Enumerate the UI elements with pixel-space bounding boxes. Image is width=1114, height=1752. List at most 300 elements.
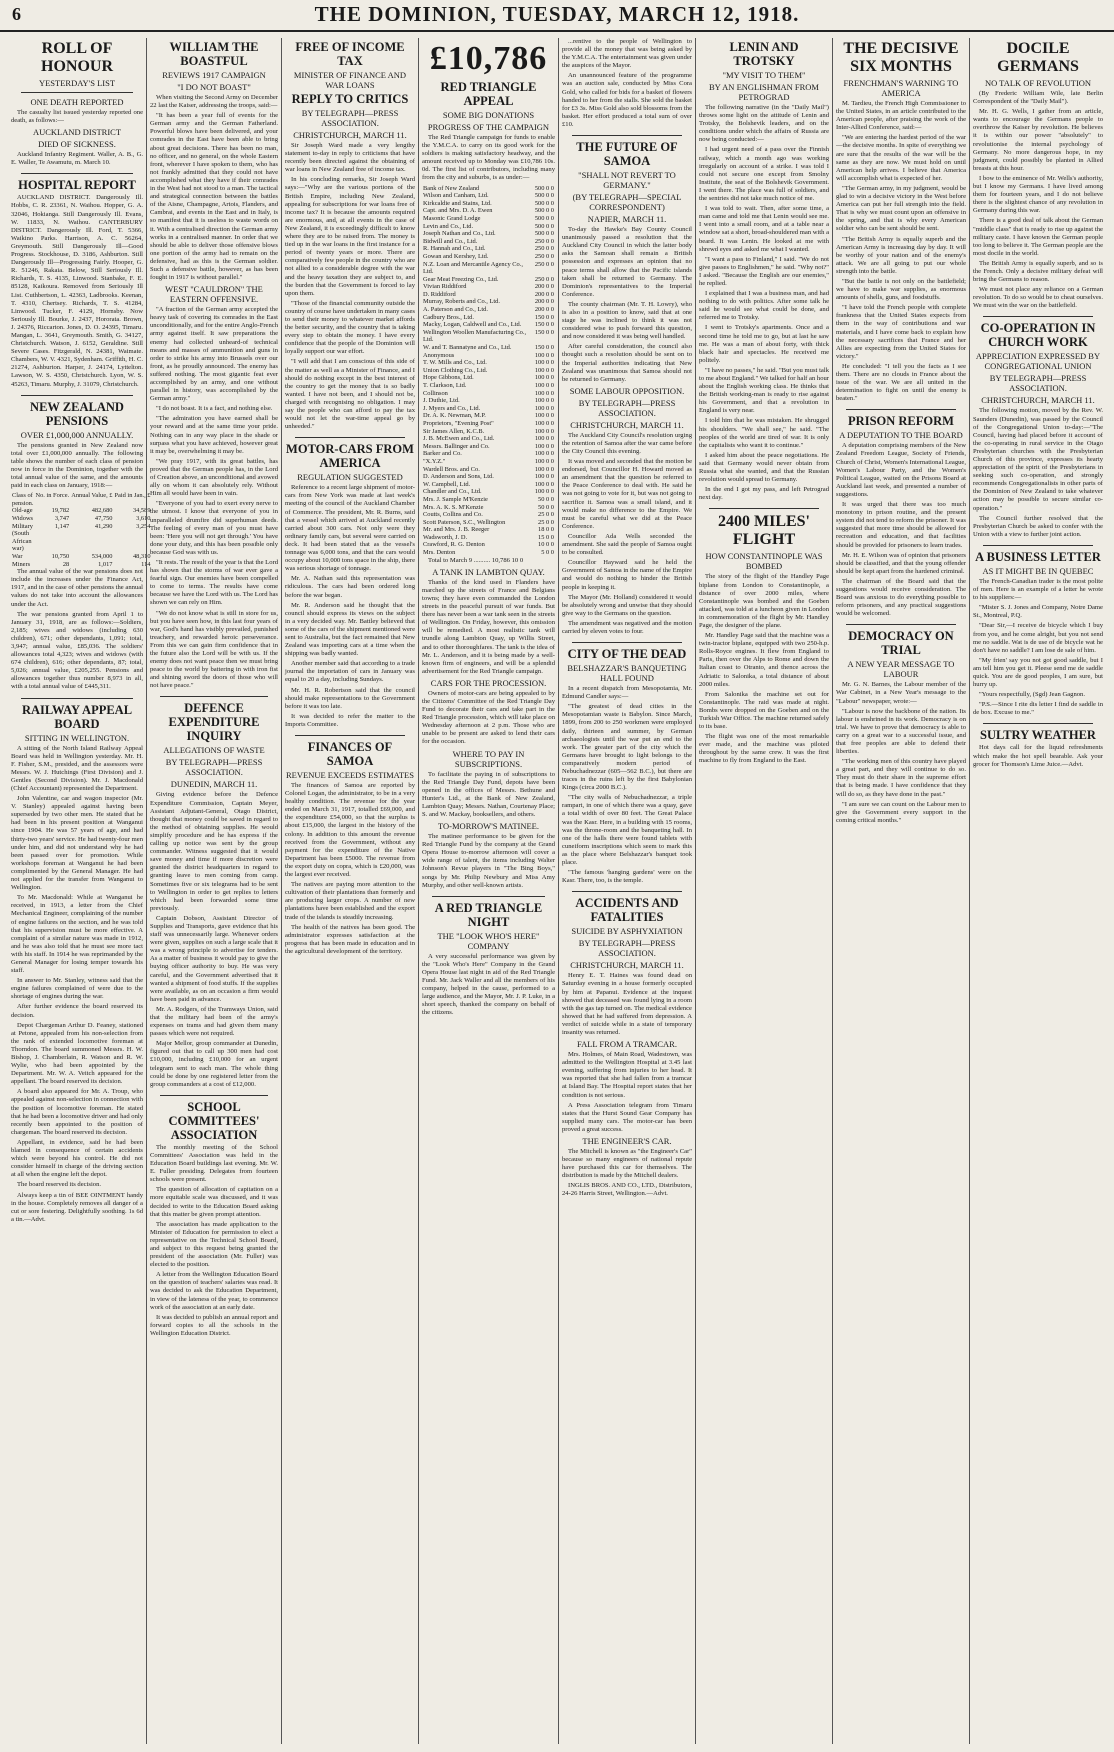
paragraph: There is a good deal of talk about the German "middle class" that is ready to rise up against the military caste. I have known the German people too long to believe it. The German people are the most docile in the world. [973, 217, 1103, 257]
dateline: CHRISTCHURCH, MARCH 11. [293, 130, 407, 140]
donor-name: R. Hannah and Co., Ltd. [423, 245, 486, 253]
column-6 [695, 38, 832, 1744]
divider [572, 891, 682, 892]
donation-row [422, 443, 555, 451]
donation-amount: 500 0 0 [534, 222, 554, 230]
subheading: REVIEWS 1917 CAMPAIGN [162, 70, 266, 80]
paragraph: I was told to wait. Then, after some time, a man came and told me that Lenin would see me. I went into a small room, and at a table near a window sat a short, broad-shouldered man with a beard. It was Lenin. He looked at me with shrewd eyes and asked me what I wanted. [699, 205, 830, 253]
paragraph: The board reserved its decision. [17, 1181, 102, 1189]
donor-name: Collinson [423, 389, 448, 397]
article-sultry-weather [973, 728, 1103, 768]
paragraph: Giving evidence before the Defence Expenditure Commission, Captain Meyer, Assistant Adjutant-General, Otago District, thought that money could be saved in regard to the method of obtaining supplies. He would simplify procedure and he has express if the calling up notice was sent by the group commander. Witness suggested that it would save money and time if more discretion were granted the district headquarters in regard to granting leave to men coming from camp. Sometimes five or six telegrams had to be sent to Wellington in order to get replies to letters which had been forwarded some time previously. [150, 791, 278, 912]
donor-name: Levin and Co., Ltd. [423, 222, 474, 230]
donation-amount: 100 0 0 [534, 442, 554, 450]
donation-amount: 500 0 0 [534, 184, 554, 192]
paragraph: To-day the Hawke's Bay County Council unanimously passed a resolution that the Auckland City Council in which the latter body asks the Samoan shall remain a British possession and expresses an opinion that no peace terms shall allow that the Pacific islands taken shall be returned to Germany. The Dominion's representatives to the Imperial Conference. [562, 226, 692, 298]
paragraph: He concluded: "I tell you the facts as I see them. There are no clouds in France about the issue of the war. We are all united in the determination to fight on until the enemy is beaten." [836, 362, 966, 403]
advertisement: Always keep a tin of BEE OINTMENT handy in the house. Completely removes all danger of a cut or sore festering. Delightfully soothing. 1s 6d a tin.—Advt. [11, 1191, 143, 1223]
table-cell: 1,147 [54, 522, 70, 530]
paragraph: I went to Trotsky's apartments. Once and a second time he told me to go, but at last he saw me. He was a man of about forty, with thick black hair and spectacles. He received me politely. [699, 324, 829, 364]
donation-row [422, 549, 555, 557]
donation-amount: 500 0 0 [534, 207, 554, 215]
donation-amount: 100 0 0 [534, 382, 554, 389]
paragraph: Appellant, in evidence, said he had been blamed in consequence of certain accidents which were beyond his control. He did not consider himself in charge of the driving section at all when the engine left the depot. [11, 1138, 143, 1179]
table-cell: 34,589 [132, 507, 151, 515]
donation-amount: 15 0 0 [538, 533, 554, 541]
donation-amount: 150 0 0 [534, 344, 554, 352]
donation-row [422, 223, 555, 231]
donation-amount: 250 0 0 [534, 237, 554, 245]
paragraph: After careful consideration, the council also thought such a resolution should be sent on to the Imperial authorities indicating that New Zealand was unanimous that Samoa should not be returned to Germany. [562, 343, 692, 383]
donation-row [422, 344, 555, 352]
table-row [11, 553, 152, 561]
donation-row [422, 238, 555, 246]
paragraph: "My frien' say you not got good saddle, but I am tell him you get it. Pleese send me de saddle quick. You are de good peoples, I am sure, but hurry up. [973, 656, 1103, 689]
table-cell: 47,750 [94, 514, 113, 522]
paragraph: I bow to the eminence of Mr. Wells's authority, but I know my Germans. I have lived among them for fourteen years, and I do not believe there is the slightest chance of any revolution in Germany during this war. [973, 174, 1103, 215]
donation-amount: 100 0 0 [534, 397, 554, 405]
paragraph: Depot Chargeman Arthur D. Feaney, stationed at Petone, appealed from his non-selection from the rank of extended locomotive foreman at Thorndon. The board summoned Messrs. H. W. Bishop, J. Chamberlain, R. Watson and R. W. Wylie, who had been appointed by the Department. Mr. W. A. Veitch appeared for the appellant. The board reserved its decision. [11, 1021, 143, 1086]
donor-name: N.Z. Loan and Mercantile Agency Co., Ltd. [423, 260, 523, 276]
donation-row [422, 253, 555, 261]
subheading: PROGRESS OF THE CAMPAIGN [427, 122, 550, 132]
paragraph: I explained that I was a business man, and had nothing to do with politics. After some talk he said he would see what could be done, and referred me to Trotsky. [699, 290, 829, 322]
paragraph: A sitting of the North Island Railway Appeal Board was held in Wellington yesterday. Mr. H. F. Fisher, S.M., presided, and the assessors were Messrs. W. J. Hutchings (First Division) and J. Gentles (Second Division). Mr. J. Macdonald (Chief Accountant) represented the Department. [11, 744, 143, 792]
donor-name: Scott Paterson, S.C., Wellington [423, 518, 506, 526]
paragraph: "Everyone of you had to exert every nerve to the utmost. I know that everyone of you in unparalleled drumfire did superhuman deeds. The feeling of every man of you must have been: 'Here you will not get through.' You have done your duty, and this has been possible only because God was with us. [150, 500, 278, 556]
donation-row [422, 519, 555, 527]
headline: CO-OPERATION IN CHURCH WORK [980, 321, 1096, 350]
column-2 [146, 38, 281, 1744]
donation-row [422, 390, 555, 398]
donor-name: Gowan and Kershey, Ltd. [423, 252, 489, 260]
subheading: CARS FOR THE PROCESSION. [430, 677, 547, 688]
table-header-cell: No. in Force. [35, 492, 70, 500]
table-row [11, 515, 152, 523]
donation-amount: 25 0 0 [538, 518, 554, 526]
paragraph: Another member said that according to a trade journal the importation of cars in January was equal to 20 a day, including Sundays. [285, 660, 415, 684]
donation-amount: 100 0 0 [534, 427, 554, 435]
paragraph: Reference to a recent large shipment of motor-cars from New York was made at last week's meeting of the council of the Auckland Chamber of Commerce. The president, Mr. R. Burns, said that a vessel which arrived at Auckland recently carried about 300 cars. Not only were they ordinary family cars, but several were carried on deck. It had been stated that as the vessel's tonnage was 6,000 tons, and that the cars would occupy about 10,000 tons space in the ship, there was serious shortage of tonnage. [285, 484, 415, 573]
donation-row [422, 481, 555, 489]
donation-row [422, 504, 555, 512]
donation-amount: 150 0 0 [534, 313, 554, 321]
subheading: A TANK IN LAMBTON QUAY. [432, 566, 545, 577]
headline: HOSPITAL REPORT [18, 178, 136, 193]
donor-name: Capt. and Mrs. D. A. Ewen [423, 207, 493, 215]
subheading: A NEW YEAR MESSAGE TO LABOUR [847, 659, 955, 680]
donation-row [422, 283, 555, 291]
paragraph: Councillor Hayward said he held the Government of Samoa in the name of the Empire and would do nothing to hinder the British people in keeping it. [562, 559, 693, 591]
donor-name: Wilson and Canham, Ltd. [423, 192, 489, 200]
donor-name: Gear Meat Freezing Co., Ltd. [423, 275, 499, 283]
paragraph: (By Frederic William Wile, late Berlin Correspondent of the "Daily Mail"). [973, 90, 1103, 106]
paragraph: A letter from the Wellington Education Board on the question of teachers' salaries was read. It was decided to ask the Education Department, in view of the lateness of the year, to commence work of the association at an early date. [150, 1271, 278, 1311]
article-church-co-operation [973, 321, 1103, 539]
donation-amount: 100 0 0 [534, 419, 554, 427]
article-decisive-six-months [836, 40, 966, 403]
table-cell: 28 [62, 560, 70, 568]
page-number: 6 [12, 4, 21, 24]
subheading: THE ENGINEER'S CAR. [582, 1136, 672, 1146]
donation-amount: 500 0 0 [534, 230, 554, 238]
donor-name: Sir James Allen, K.C.B. [423, 427, 485, 435]
headline: A BUSINESS LETTER [975, 549, 1101, 564]
dateline: CHRISTCHURCH, MARCH 11. [981, 395, 1095, 406]
paragraph: Owners of motor-cars are being appealed to by the Citizens' Committee of the Red Triangle Day Fund to decorate their cars and take part in the Red Triangle procession, which will take place on Wednesday afternoon at 2 p.m. Those who are unable to be present are asked to lend their cars for the occasion. [422, 689, 555, 746]
subheading: SUICIDE BY ASPHYXIATION [571, 926, 683, 937]
divider [432, 896, 545, 897]
paragraph: To Mr. Macdonald: While at Wanganui he received, in 1913, a letter from the Chief Mechanical Engineer, complaining of the number of engine failures on the section, and he was told that his supervision must be more effective. A complaint of a similar nature was made in 1912, and he was also told that he must see more tact with his staff. In 1914 he was reprimanded by the General Manager for losing temper towards his staff. [11, 894, 143, 975]
donor-name: Bank of New Zealand [423, 184, 480, 192]
table-row [11, 523, 152, 553]
advertiser-signature: INGLIS BROS. AND CO., LTD., Distributors, 24-26 Harris Street, Wellington.—Advt. [562, 1182, 692, 1198]
donation-row [422, 298, 555, 306]
paragraph: The chairman of the Board said that the suggestions would receive consideration. The Board was anxious to do everything possible to reform prisoners, and any practical suggestions would be welcomed. [836, 577, 966, 618]
donation-amount: 250 0 0 [534, 260, 554, 268]
headline: THE FUTURE OF SAMOA [576, 140, 678, 169]
donation-row [422, 185, 555, 193]
donation-row [422, 261, 555, 276]
donor-name: D. Riddiford [423, 290, 456, 298]
subheading: ONE DEATH REPORTED [30, 97, 124, 107]
paragraph: "It rests. The result of the year is that the Lord has shown that the storms of war ever gave a fearful sign. Our enemies have been compelled to come to terms. The results have come because we have the Lord with us. The Lord has shown we can rely on Him. [150, 558, 278, 607]
donation-row [422, 412, 555, 420]
headline: ROLL OF HONOUR [41, 40, 113, 75]
subheading: AUCKLAND DISTRICT [32, 127, 122, 138]
table-row [11, 507, 152, 515]
total-line: Total to March 9 .......... 10,786 10 0 [428, 556, 524, 564]
article-finances-of-samoa [285, 740, 415, 956]
donation-row [422, 207, 555, 215]
donation-amount: 100 0 0 [534, 359, 554, 367]
subheading: "SHALL NOT REVERT TO GERMANY." [578, 170, 676, 191]
donor-name: Kirkcaldie and Stains, Ltd. [423, 199, 492, 207]
subheading: TO-MORROW'S MATINEE. [437, 821, 539, 832]
donation-amount: 250 0 0 [534, 245, 554, 253]
donor-name: Vivian Riddiford [423, 283, 467, 291]
headline: MOTOR-CARS FROM AMERICA [286, 442, 414, 471]
divider [846, 624, 956, 625]
byline: BY TELEGRAPH—PRESS ASSOCIATION. [578, 938, 676, 959]
article-2400-miles-flight [699, 513, 829, 765]
donation-amount: 100 0 0 [534, 450, 554, 458]
divider [21, 698, 133, 699]
paragraph: It was decided to publish an annual report and forward copies to all the schools in the Wellington Education District. [150, 1313, 278, 1337]
paragraph: "I have told the French people with complete frankness that the United States expects from them in the way of contributions and war materials, and I have come back to explain how the necessary sacrifices that France and her Allies are expecting from the United States for victory." [836, 304, 966, 360]
paragraph: I had urgent need of a pass over the Finnish railway, which a month ago was working irregularly on account of a strike. I was told I could not secure one except from Smolny Institute, the seat of the Bolshevik Government. I went there. The place was full of soldiers, and the sentries did not take much notice of me. [699, 146, 829, 203]
donation-amount: 150 0 0 [534, 328, 554, 336]
paragraph: Mr. A. Rodgers, of the Tramways Union, said that the military had been of the army's expenses on trams and had given them many passes which were not required. [150, 1005, 278, 1038]
headline-amount: £10,786 [429, 40, 548, 77]
donation-row [422, 466, 555, 474]
donation-amount: 5 0 0 [541, 549, 554, 557]
subheading: SOME LABOUR OPPOSITION. [569, 385, 685, 396]
donation-amount: 250 0 0 [534, 252, 554, 260]
headline: NEW ZEALAND PENSIONS [30, 399, 124, 428]
donation-row [422, 458, 555, 466]
donor-name: Crawford, R. G. Denton [423, 541, 485, 549]
headline: THE DECISIVE SIX MONTHS [843, 40, 959, 75]
paragraph: The Auckland City Council's resolution urging the retention of Samoa after the war came before the City Council this evening. [562, 431, 692, 455]
donations-table [422, 185, 555, 557]
paragraph: "Dear Sir,—I receive de bicycle which I buy from you, and he come alright, but you not send me no saddle. Wat is de use of de bicycle wat he don't have no saddle? I am lose de sale of him. [973, 622, 1103, 654]
paragraph: The matinee performance to be given for the Red Triangle Fund by the company at the Grand Opera House to-morrow afternoon will cover a wide range of talent, the items including Walter Johnson's Revue players in "The Bing Boys," songs by Mr. Philip Newbury and Miss Amy Murphy, and other well-known artists. [422, 833, 555, 889]
donation-amount: 25 0 0 [538, 511, 554, 519]
headline: DEMOCRACY ON TRIAL [848, 629, 954, 658]
divider [572, 642, 682, 643]
table-header-cell: Annual Value, £ [71, 492, 113, 500]
subheading: YESTERDAY'S LIST [38, 78, 116, 88]
headline: FREE OF INCOME TAX [295, 40, 405, 68]
paragraph: An unannounced feature of the programme was an auction sale, conducted by Miss Cora Gold, who called for bids for a basket of flowers handed to her from the stalls. She sold the basket for £3 3s. Miss Gold also sold blossoms from the basket. Her effort produced a total sum of over £10. [562, 72, 692, 128]
table-cell: 3,254 [136, 522, 151, 530]
table-header-row [11, 492, 152, 507]
paragraph: The following narrative (in the "Daily Mail") throws some light on the attitude of Lenin and Trotsky, the Bolshevik leaders, and on the conditions under which the affairs of Russia are now being conducted:— [699, 104, 829, 144]
subheading: FRENCHMAN'S WARNING TO AMERICA [843, 78, 959, 98]
paragraph: To facilitate the paying in of subscriptions to the Red Triangle Day Fund, depots have been opened in the offices of Messrs. Bethune and Hunter's Ltd., at the Bank of New Zealand, Lambton Quay; Messrs. Nathan, Courtenay Place; S. and W. Mackay, booksellers, and others. [422, 770, 555, 818]
donor-name: Bidwill and Co., Ltd. [423, 237, 478, 245]
paragraph: A deputation comprising members of the New Zealand Freedom League, Society of Friends, Church of Christ, Women's International League, Women's Labour Party, and the Women's Political League, waited on the Prisons Board at Auckland last week, and presented a number of suggestions. [836, 442, 966, 498]
subheading: A DEPUTATION TO THE BOARD [839, 430, 963, 441]
donor-name: W. and T. Bannatyne and Co., Ltd. [423, 344, 512, 352]
headline: DEFENCE EXPENDITURE INQUIRY [168, 701, 260, 744]
donation-row [422, 405, 555, 413]
donor-name: Wellington Woollen Manufacturing Co., Ltd. [423, 328, 527, 344]
table-cell: 1,017 [98, 560, 113, 568]
donation-amount: 50 0 0 [538, 495, 554, 503]
headline: 2400 MILES' FLIGHT [717, 513, 810, 549]
subheading: OVER £1,000,000 ANNUALLY. [20, 429, 134, 440]
headline: FINANCES OF SAMOA [307, 740, 393, 768]
donation-amount: 200 0 0 [534, 306, 554, 314]
paragraph: John Valentine, car and wagon inspector (Mr. V. Stanley) appealed against having been superseded by two other men. He stated that he had been in his present position at Wanganui since 1904. He was 57 years of age, and had thirty-two years' service. He had twenty-four men under him, and did not understand why he had been passed over for promotion. While workshops foreman at Wanganui he had been complimented by the General Manager. He had not applied for the transfer from Wanganui to Wellington. [11, 795, 143, 892]
table-cell: 48,310 [132, 552, 151, 560]
donor-name: Chandler and Co., Ltd. [423, 488, 482, 496]
paragraph: The health of the natives has been good. The administrator expresses satisfaction at the progress that has been made in education and in the agricultural development of the territory. [285, 923, 415, 955]
paragraph: "The British Army is equally superb and the American Army is increasing day by day. It will be worthy of your nation and of the enemy's attack. We are all going to put our whole strength into the battle. [836, 235, 966, 275]
article-william-the-boastful [150, 40, 278, 690]
paragraph: Mrs. Holmes, of Main Road, Wadestown, was admitted to the Wellington Hospital at 3.45 last evening, suffering from injuries to her head. It was reported that she had fallen from a tramcar at Island Bay. The Hospital report states that her condition is not serious. [562, 1051, 692, 1099]
donor-name: Wadsworth, J. D. [423, 533, 468, 541]
donation-amount: 100 0 0 [534, 488, 554, 496]
paragraph: "But the battle is not only on the battlefield; we have to make war supplies, as enormous amounts of shells, guns, and foodstuffs. [836, 277, 966, 302]
paragraph: "We pray 1917, with its great battles, has proved that the German people has, in the Lord of Creation above, an unconditional and avowed ally on whom it can absolutely rely. Without Him all would have been in vain. [150, 457, 278, 498]
paragraph: The question of allocation of capitation on a more equitable scale was discussed, and it was decided to write to the Education Board asking that this matter be given prompt attention. [150, 1186, 278, 1218]
column-7 [832, 38, 969, 1744]
subheading: SOME BIG DONATIONS [442, 110, 535, 120]
subheading: HOW CONSTANTINOPLE WAS BOMBED [705, 551, 823, 572]
paragraph: Captain Dobson, Assistant Director of Supplies and Transports, gave evidence that his staff was unnecessarily large. Whenever orders were given, supplies on such a large scale that it was a wrong principle to advertise for tenders. As a matter of business it would pay to give the buying officer authority to buy. He was very careful, and the Government advertised that it wanted a shipment of food stuffs. If the supplies were available, as on an occasion a firm would have been paid in advance. [150, 914, 278, 1003]
paragraph: "Mister S. J. Jones and Company, Notre Dame St., Montreal, P.Q. [973, 604, 1103, 620]
donor-name: Anonymous [423, 351, 455, 359]
table-row [11, 561, 152, 569]
donor-name: Dr. A. K. Newman, M.P. [423, 412, 486, 420]
paragraph: "Labour is now the backbone of the nation. Its labour is enshrined in its work. Democracy is on trial. We have to prove that democracy is able to carry on a great war to a successful issue, and that free peoples are able to defend their liberties. [836, 707, 966, 756]
article-prison-reform [836, 414, 966, 618]
paragraph: The war pensions granted from April 1 to January 31, 1918, are as follows:—Soldiers, 2,185; wives and widows (including 630 children), 671; other dependants, 1,091; total, 3,947; annual value, £85,036. The soldiers' allowances total 4,323; wives and widows (with 674 children), 616; other dependants, 87; total, 5,026; annual value, £205,255. Pensions and allowances together thus number 8,973 in all, with a total annual value of £445,311. [11, 610, 143, 691]
subheading: REGULATION SUGGESTED [297, 472, 403, 483]
article-future-of-samoa [562, 140, 692, 636]
column-3 [281, 38, 418, 1744]
donation-amount: 100 0 0 [534, 404, 554, 412]
donor-name: J. Duthie, Ltd. [423, 397, 460, 405]
paragraph: Mr. R. Anderson said he thought that the council should express its views on the subject in a very decided way. Mr. Battley believed that some of the cars of the shipment mentioned were sent to Australia, but the fact remained that New Zealand was importing cars at a time when the shipping was badly wanted. [285, 601, 415, 658]
divider [983, 316, 1093, 317]
headline: WILLIAM THE BOASTFUL [169, 40, 259, 68]
article-appeal-continued [562, 38, 692, 129]
article-free-of-income-tax [285, 40, 415, 431]
subheading: "I DO NOT BOAST" [177, 82, 251, 92]
paragraph: It was urged that there was too much monotony in prison routine, and the present system did not tend to reform the prisoner. It was suggested that more time should be allowed for recreation and education, and that facilities should be provided for prisoners to learn trades. [836, 501, 966, 549]
dateline: NAPIER, MARCH 11. [587, 214, 667, 225]
table-cell: Old-age [12, 507, 33, 515]
paragraph: Henry E. T. Haines was found dead on Saturday evening in a house formerly occupied by him at Papanui. Evidence at the inquest showed that deceased was found lying in a room with the gas tap turned on. The medical evidence showed that he had suffered from depression. A verdict of suicide while in a state of temporary insanity was returned. [562, 972, 692, 1036]
donation-amount: 500 0 0 [534, 192, 554, 200]
donation-amount: 100 0 0 [534, 480, 554, 488]
table-cell: 3,610 [136, 514, 151, 522]
paragraph: "I will add that I am conscious of this side of the matter as well as a Minister of Finance, and I should do nothing except in the best interest of the country to get the money that is so badly wanted. I have not been, and I should not be, charged with recognising no obligation. I may say the people who can afford to pay the tax would not let the war-time appeal go by unheeded." [285, 358, 415, 431]
divider [21, 395, 133, 396]
subheading: BELSHAZZAR'S BANQUETING HALL FOUND [567, 663, 687, 684]
paragraph: The story of the flight of the Handley Page biplane from London to Constantinople, a distance of over 2000 miles, where Constantinople was bombed and the Goeben attacked, was told at a luncheon given in London in commemoration of the flight by Mr. Handley Page, the designer of the plane. [699, 573, 829, 629]
donor-name: Mrs. A. K. S. M'Kenzie [423, 503, 484, 511]
donation-row [422, 473, 555, 481]
donation-row [422, 192, 555, 200]
table-cell: 114 [141, 560, 151, 568]
paragraph: From Salonika the machine set out for Constantinople. The raid was made at night. Bombs were dropped on the Goeben and on the Turkish War Office. The machine returned safely to its base. [699, 690, 829, 731]
paragraph: The monthly meeting of the School Committees' Association was held in the Education Board buildings last evening. Mr. W. E. Fuller presiding. Delegates from fourteen schools were present. [150, 1143, 278, 1184]
donation-amount: 500 0 0 [534, 199, 554, 207]
donation-row [422, 314, 555, 322]
article-democracy-on-trial [836, 629, 966, 825]
donation-row [422, 230, 555, 238]
paragraph: I told him that he was mistaken. He shrugged his shoulders. "We shall see," he said. "The peoples of the world are tired of war. It is only the capitalists who want it to continue." [699, 417, 829, 449]
paragraph: The Mayor (Mr. Holland) considered it would be absolutely wrong and unwise that they should give way to the Germans on the question. [562, 593, 692, 617]
donor-name: Coutts, Collins and Co. [423, 511, 483, 519]
donation-row [422, 359, 555, 367]
table-cell: 534,000 [91, 552, 113, 560]
dateline: CHRISTCHURCH, MARCH 11. [570, 419, 684, 430]
subheadline: RED TRIANGLE APPEAL [440, 80, 537, 108]
subheading: ALLEGATIONS OF WASTE [163, 745, 265, 756]
paragraph: The pensions granted in New Zealand now total over £1,000,000 annually. The following table shows the number of each class of pension now in force in the Dominion, together with the total annual value of the same, and the amounts paid in each class on January, 1918:— [11, 441, 143, 490]
article-defence-expenditure [150, 701, 278, 1088]
headline: DOCILE GERMANS [997, 40, 1079, 75]
article-docile-germans [973, 40, 1103, 310]
paragraph: The county chairman (Mr. T. H. Lowry), who is also in a position to know, said that at one stage he was inclined to think it was not considered wise to push forward this question, and now considered it was being well handled. [562, 300, 692, 341]
divider [160, 696, 268, 697]
article-school-committees [150, 1100, 278, 1338]
paragraph: We must not place any reliance on a German revolution. To do so would be to cheat ourselves. We must win the war on the battlefield. [973, 286, 1103, 310]
table-cell: 10,750 [51, 552, 70, 560]
paragraph: The annual value of the war pensions does not include the increases under the Finance Act, 1917, and in the case of other pensions the annual values do not take into account the allowances under the Act. [11, 568, 143, 608]
donation-row [422, 428, 555, 436]
donor-name: Mrs. J. Sample M'Kenzie [423, 495, 488, 503]
paragraph: The casualty list issued yesterday reported one death, as follows:— [11, 109, 143, 125]
donation-row [422, 496, 555, 504]
column-4 [418, 38, 558, 1744]
donor-name: W. Campbell, Ltd. [423, 480, 471, 488]
donation-row [422, 450, 555, 458]
paragraph: Mr. H. G. Wells, I gather from an article, wants to encourage the Germans people to overthrow the Kaiser by revolution. He believes it is within our power "absolutely" to revolutionise the internal psychology of Germany. No more dangerous hope, in my judgment, could possibly be planted in Allied breasts at this hour. [973, 108, 1103, 172]
article-lenin-and-trotsky [699, 40, 829, 502]
donor-name: T. W. Mills and Co., Ltd. [423, 359, 487, 367]
article-motor-cars [285, 442, 415, 729]
donation-row [422, 352, 555, 360]
table-header-cell: Paid in Jan., £ [114, 492, 151, 500]
donor-name: Murray, Roberts and Co., Ltd. [423, 298, 500, 306]
donor-name: Mrs. Denton [423, 549, 456, 557]
table-cell: 3,747 [54, 514, 70, 522]
donation-row [422, 276, 555, 284]
table-cell: War [12, 552, 23, 560]
paragraph: Mr. H. E. Wilson was of opinion that prisoners should be classified, and that the young offender should be kept apart from the hardened criminal. [836, 551, 966, 575]
donation-row [422, 215, 555, 223]
donor-name: D. Anderson and Sons, Ltd. [423, 473, 494, 481]
subheading: "MY VISIT TO THEM" [722, 70, 806, 80]
donation-row [422, 420, 555, 428]
paragraph: Councillor Ada Wells seconded the amendment. She said the people of Samoa ought to be consulted. [562, 532, 692, 557]
paragraph: Mr. A. Nathan said this representation was ridiculous. The cars had been ordered long before the war began. [285, 575, 415, 599]
paragraph: "A fraction of the German army accepted the heavy task of covering its comrades in the East unconditionally, and for the entire Anglo-French army against itself. It saw preparations the enemy had collected unheard-of technical means and masses of ammunition and guns in order to strike his army into Brussels over our front, as he proudly announced. The enemy has suffered nothing. The most gigantic feat ever accomplished by an army, and one without parallel in history, was accomplished by the German army." [150, 306, 278, 403]
paragraph: A very successful performance was given by the "Look Who's Here" Company in the Grand Opera House last night in aid of the Red Triangle Fund. Mr. Jack Waller and all the members of his company, helped in the cause, performed to a large audience, and the Mayor, Mr. J. P. Luke, in a short speech, thanked the company on behalf of the citizens. [422, 952, 555, 1017]
paragraph: Mr. H. R. Robertson said that the council should make representations to the Government before it was too late. [285, 686, 415, 710]
paragraph: After further evidence the board reserved its decision. [11, 1003, 143, 1019]
donation-row [422, 245, 555, 253]
article-hospital-report [11, 178, 143, 388]
donation-amount: 10 0 0 [538, 541, 554, 549]
paragraph: In his concluding remarks, Sir Joseph Ward says:—"Why are the various portions of the British Empire, including New Zealand, appealing for subscriptions for war loans free of income tax? It is because the amounts required are enormous, and, at all events in the case of New Zealand, it is exceedingly difficult to know where they are to be raised from. The money is tied up in the war loans in the first instance for a period of twenty years or more. There are comparatively few people in the country who are not allied to a considerable degree with the war and the heavy taxation they are subject to, and the burden that the Government is forced to lay upon them. [285, 176, 415, 297]
paragraph: The French-Canadian trader is the most polite of men. Here is an example of a letter he wrote to his suppliers:— [973, 577, 1103, 602]
donation-amount: 100 0 0 [534, 473, 554, 481]
divider [983, 545, 1093, 546]
headline: SCHOOL COMMITTEES' ASSOCIATION [168, 1099, 260, 1142]
advertisement: Hot days call for the liquid refreshments which make the hot spell bearable. Ask your grocer for Thomson's Lime Juice.—Advt. [973, 744, 1103, 768]
donor-name: Masonic Grand Lodge [423, 214, 481, 222]
paragraph: "We do not know what is still in store for us, but you have seen how, in this last four years of war, God's hand has visibly prevailed, punished treachery, and rewarded heroic perseverance. From this we can gain firm confidence that in the future also the Lord will be with us. If the enemy does not want peace then we must bring peace to the world by battering in with iron fist and shining sword the doors of those who will not have peace." [150, 609, 278, 690]
donation-row [422, 526, 555, 534]
donation-amount: 100 0 0 [534, 412, 554, 420]
donation-row [422, 306, 555, 314]
donation-row [422, 329, 555, 344]
divider [709, 508, 819, 509]
donation-amount: 100 0 0 [534, 366, 554, 374]
donor-name: Mr. and Mrs. J. B. Reeger [423, 526, 490, 534]
paragraph: "The city walls of Nebuchadnezzar, a triple rampart, in one of which there was a quay, gave a total width of over 80 feet. The Great Palace was the Kasr. Here, in a building with 15 rooms, was the throne-room and the banqueting hall. In one of the halls there were found tablets with cuneiform inscriptions which seem to mark this as the place where Belshazzar's banquet took place. [562, 794, 692, 867]
donor-name: J. Myers and Co., Ltd. [423, 404, 481, 412]
paragraph: "The working men of this country have played a great part, and they will continue to do so. They must do their share in the supreme effort that is being made. I have confidence that they will do so, as they have done in the past." [836, 758, 966, 798]
divider [295, 735, 405, 736]
donor-name: Wardell Bros. and Co. [423, 465, 480, 473]
donation-row [422, 291, 555, 299]
paragraph: The following motion, moved by the Rev. W. Saunders (Dunedin), was passed by the Council of the Congregational Union to-day:—"The Council, having had placed before it account of the co-operating in rural service in the Otago Presbyterian churches with the Presbyterian Church of this province, expresses its hearty appreciation of the spirit of the Presbyterians in seeking such co-operation, and strongly recommends Congregationalists in other parts of the Dominion of New Zealand to take whatever action may be possible to secure similar co-operation." [973, 407, 1103, 512]
paragraph: In a recent dispatch from Mesopotamia, Mr. Edmund Candler says:— [562, 685, 692, 701]
article-nz-pensions [11, 399, 151, 692]
donation-row [422, 382, 555, 390]
dateline: DUNEDIN, MARCH 11. [170, 779, 258, 790]
donation-amount: 250 0 0 [534, 275, 554, 283]
paragraph: "I want a pass to Finland," I said. "We do not give passes to Englishmen," he said. "Why not?" I asked. "Because the English are our enemies," he replied. [699, 255, 829, 287]
column-8 [969, 38, 1106, 1744]
paragraph: Thanks of the kind used in Flanders have marched up the streets of France and Belgians towns; they have even commanded the London streets in the peaceful pursuit of war funds. But there has never been a war tank seen in the streets of Wellington. On Friday, however, this omission will be remedied. A most realistic tank will trundle along Lambton Quay, up Willis Street, and to other thoroughfares. The tank is the idea of Mr. L. Anderson, and it is being made by a well-known firm of engineers, and will be a splendid advertisement for the Red Triangle campaign. [422, 578, 555, 675]
subheading: THE "LOOK WHO'S HERE" COMPANY [437, 930, 540, 951]
donation-amount: 50 0 0 [538, 503, 554, 511]
donation-row [422, 200, 555, 208]
column-1 [8, 38, 151, 1744]
donation-row [422, 435, 555, 443]
paragraph: "I have no passes," he said. "But you must talk to me about England." We talked for half an hour about the English working class. He thinks that the British working-man is ready to rise against his Government, and that a revolution in England is very near. [699, 366, 829, 415]
